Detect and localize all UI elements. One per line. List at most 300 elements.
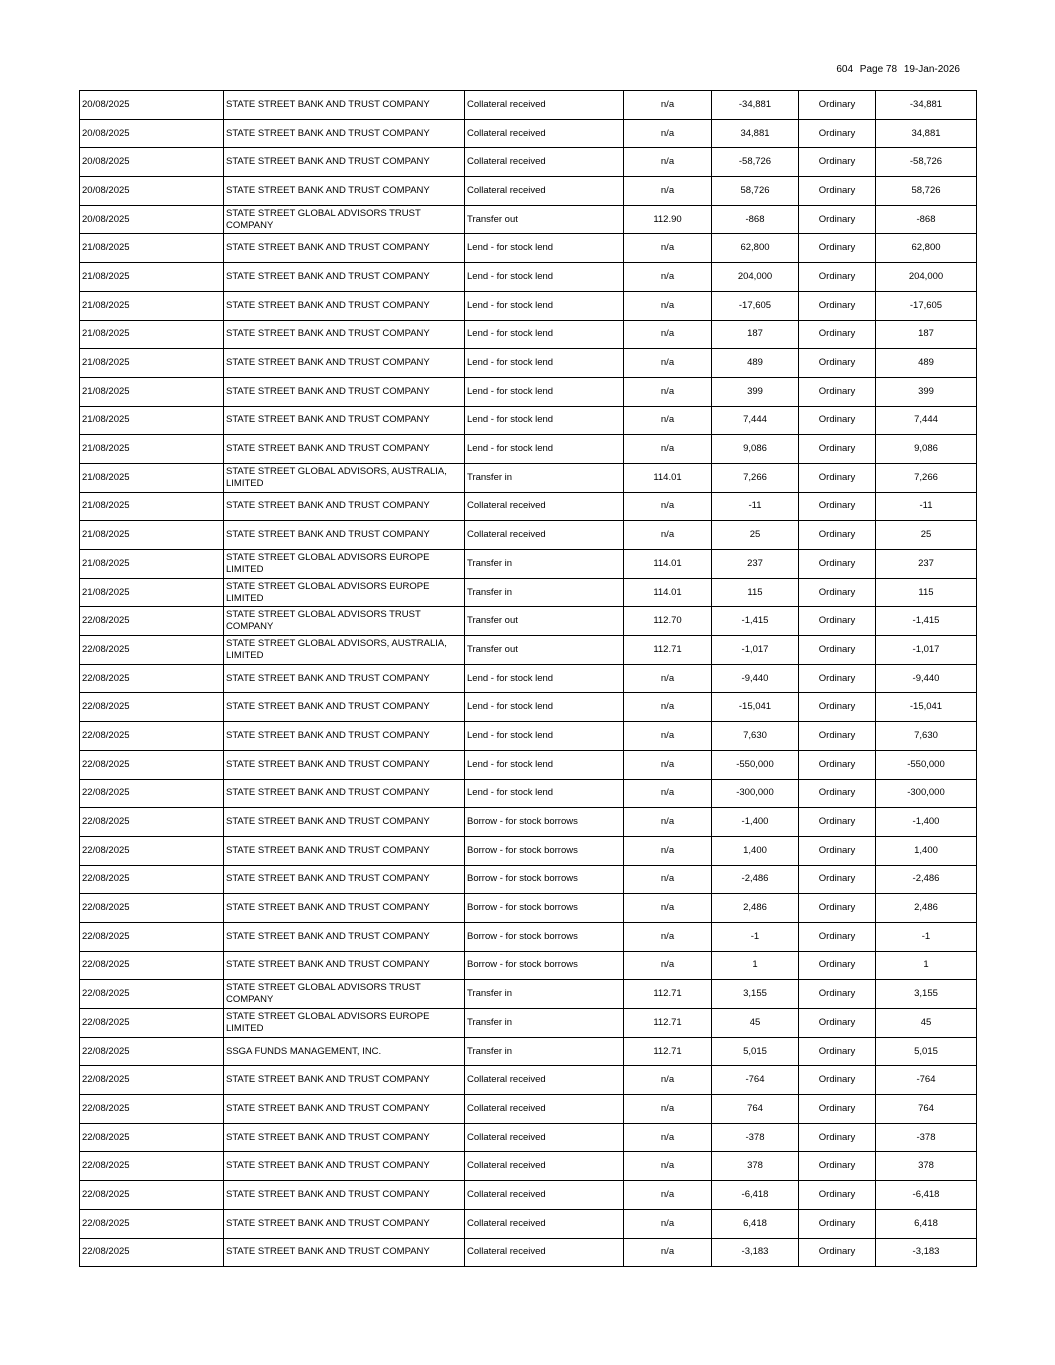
nature-cell: Collateral received bbox=[465, 177, 624, 206]
price-cell: n/a bbox=[624, 693, 712, 722]
quantity-cell: 1,400 bbox=[712, 836, 799, 865]
date-cell: 21/08/2025 bbox=[80, 578, 224, 607]
quantity-cell: -1,400 bbox=[712, 808, 799, 837]
date-cell: 21/08/2025 bbox=[80, 435, 224, 464]
quantity-cell: 115 bbox=[712, 578, 799, 607]
class-cell: Ordinary bbox=[799, 463, 876, 492]
quantity-cell: 5,015 bbox=[712, 1037, 799, 1066]
votes-cell: 62,800 bbox=[876, 234, 977, 263]
votes-cell: -17,605 bbox=[876, 291, 977, 320]
class-cell: Ordinary bbox=[799, 177, 876, 206]
votes-cell: -1,400 bbox=[876, 808, 977, 837]
date-cell: 22/08/2025 bbox=[80, 1009, 224, 1038]
date-cell: 21/08/2025 bbox=[80, 521, 224, 550]
entity-cell: STATE STREET GLOBAL ADVISORS EUROPE LIMITED bbox=[224, 550, 465, 579]
price-cell: n/a bbox=[624, 320, 712, 349]
votes-cell: -1 bbox=[876, 922, 977, 951]
transactions-table bbox=[79, 90, 977, 1267]
class-cell: Ordinary bbox=[799, 865, 876, 894]
nature-cell: Collateral received bbox=[465, 1181, 624, 1210]
price-cell: n/a bbox=[624, 779, 712, 808]
date-cell: 21/08/2025 bbox=[80, 492, 224, 521]
nature-cell: Borrow - for stock borrows bbox=[465, 894, 624, 923]
entity-cell: STATE STREET BANK AND TRUST COMPANY bbox=[224, 349, 465, 378]
nature-cell: Collateral received bbox=[465, 1066, 624, 1095]
nature-cell: Transfer in bbox=[465, 1009, 624, 1038]
quantity-cell: 764 bbox=[712, 1095, 799, 1124]
votes-cell: 58,726 bbox=[876, 177, 977, 206]
entity-cell: STATE STREET BANK AND TRUST COMPANY bbox=[224, 664, 465, 693]
nature-cell: Collateral received bbox=[465, 1152, 624, 1181]
class-cell: Ordinary bbox=[799, 1037, 876, 1066]
date-cell: 22/08/2025 bbox=[80, 922, 224, 951]
entity-cell: STATE STREET BANK AND TRUST COMPANY bbox=[224, 91, 465, 120]
price-cell: n/a bbox=[624, 234, 712, 263]
nature-cell: Lend - for stock lend bbox=[465, 750, 624, 779]
votes-cell: 34,881 bbox=[876, 119, 977, 148]
price-cell: 112.71 bbox=[624, 1009, 712, 1038]
votes-cell: -1,017 bbox=[876, 636, 977, 665]
table-row bbox=[80, 1066, 977, 1095]
date-cell: 21/08/2025 bbox=[80, 550, 224, 579]
class-cell: Ordinary bbox=[799, 349, 876, 378]
entity-cell: STATE STREET BANK AND TRUST COMPANY bbox=[224, 693, 465, 722]
table-row bbox=[80, 492, 977, 521]
votes-cell: 378 bbox=[876, 1152, 977, 1181]
quantity-cell: 1 bbox=[712, 951, 799, 980]
price-cell: n/a bbox=[624, 1238, 712, 1267]
table-row bbox=[80, 148, 977, 177]
class-cell: Ordinary bbox=[799, 406, 876, 435]
table-row bbox=[80, 234, 977, 263]
nature-cell: Lend - for stock lend bbox=[465, 406, 624, 435]
table-row bbox=[80, 779, 977, 808]
votes-cell: -378 bbox=[876, 1123, 977, 1152]
quantity-cell: -1,415 bbox=[712, 607, 799, 636]
nature-cell: Transfer in bbox=[465, 578, 624, 607]
entity-cell: STATE STREET BANK AND TRUST COMPANY bbox=[224, 865, 465, 894]
votes-cell: -550,000 bbox=[876, 750, 977, 779]
votes-cell: 9,086 bbox=[876, 435, 977, 464]
table-row bbox=[80, 722, 977, 751]
class-cell: Ordinary bbox=[799, 1152, 876, 1181]
entity-cell: STATE STREET GLOBAL ADVISORS, AUSTRALIA, LIMITED bbox=[224, 636, 465, 665]
table-row bbox=[80, 951, 977, 980]
class-cell: Ordinary bbox=[799, 435, 876, 464]
date-cell: 21/08/2025 bbox=[80, 463, 224, 492]
quantity-cell: 399 bbox=[712, 377, 799, 406]
nature-cell: Lend - for stock lend bbox=[465, 234, 624, 263]
table-row bbox=[80, 291, 977, 320]
price-cell: n/a bbox=[624, 291, 712, 320]
nature-cell: Collateral received bbox=[465, 91, 624, 120]
table-row bbox=[80, 1238, 977, 1267]
table-row bbox=[80, 664, 977, 693]
price-cell: 114.01 bbox=[624, 550, 712, 579]
price-cell: n/a bbox=[624, 263, 712, 292]
nature-cell: Lend - for stock lend bbox=[465, 263, 624, 292]
quantity-cell: -378 bbox=[712, 1123, 799, 1152]
price-cell: n/a bbox=[624, 377, 712, 406]
entity-cell: STATE STREET BANK AND TRUST COMPANY bbox=[224, 1181, 465, 1210]
date-cell: 22/08/2025 bbox=[80, 1152, 224, 1181]
nature-cell: Borrow - for stock borrows bbox=[465, 951, 624, 980]
quantity-cell: 25 bbox=[712, 521, 799, 550]
nature-cell: Transfer in bbox=[465, 463, 624, 492]
price-cell: 112.90 bbox=[624, 205, 712, 234]
quantity-cell: 489 bbox=[712, 349, 799, 378]
price-cell: n/a bbox=[624, 349, 712, 378]
quantity-cell: 6,418 bbox=[712, 1209, 799, 1238]
class-cell: Ordinary bbox=[799, 205, 876, 234]
table-row bbox=[80, 836, 977, 865]
votes-cell: 6,418 bbox=[876, 1209, 977, 1238]
votes-cell: 115 bbox=[876, 578, 977, 607]
nature-cell: Lend - for stock lend bbox=[465, 320, 624, 349]
entity-cell: STATE STREET BANK AND TRUST COMPANY bbox=[224, 1123, 465, 1152]
quantity-cell: 7,630 bbox=[712, 722, 799, 751]
class-cell: Ordinary bbox=[799, 1095, 876, 1124]
quantity-cell: 187 bbox=[712, 320, 799, 349]
class-cell: Ordinary bbox=[799, 1009, 876, 1038]
table-row bbox=[80, 550, 977, 579]
entity-cell: STATE STREET BANK AND TRUST COMPANY bbox=[224, 263, 465, 292]
votes-cell: 7,444 bbox=[876, 406, 977, 435]
nature-cell: Collateral received bbox=[465, 1123, 624, 1152]
nature-cell: Collateral received bbox=[465, 119, 624, 148]
nature-cell: Borrow - for stock borrows bbox=[465, 865, 624, 894]
table-row bbox=[80, 894, 977, 923]
entity-cell: SSGA FUNDS MANAGEMENT, INC. bbox=[224, 1037, 465, 1066]
table-row bbox=[80, 521, 977, 550]
entity-cell: STATE STREET BANK AND TRUST COMPANY bbox=[224, 1095, 465, 1124]
nature-cell: Collateral received bbox=[465, 1209, 624, 1238]
table-row bbox=[80, 1209, 977, 1238]
class-cell: Ordinary bbox=[799, 894, 876, 923]
date-cell: 22/08/2025 bbox=[80, 1066, 224, 1095]
date-cell: 21/08/2025 bbox=[80, 406, 224, 435]
price-cell: n/a bbox=[624, 435, 712, 464]
price-cell: n/a bbox=[624, 521, 712, 550]
price-cell: n/a bbox=[624, 91, 712, 120]
votes-cell: 2,486 bbox=[876, 894, 977, 923]
votes-cell: 45 bbox=[876, 1009, 977, 1038]
price-cell: n/a bbox=[624, 808, 712, 837]
quantity-cell: -1,017 bbox=[712, 636, 799, 665]
nature-cell: Transfer in bbox=[465, 980, 624, 1009]
quantity-cell: 58,726 bbox=[712, 177, 799, 206]
price-cell: n/a bbox=[624, 922, 712, 951]
votes-cell: 25 bbox=[876, 521, 977, 550]
table-row bbox=[80, 1181, 977, 1210]
votes-cell: -9,440 bbox=[876, 664, 977, 693]
table-row bbox=[80, 808, 977, 837]
price-cell: n/a bbox=[624, 406, 712, 435]
nature-cell: Lend - for stock lend bbox=[465, 693, 624, 722]
date-cell: 20/08/2025 bbox=[80, 119, 224, 148]
entity-cell: STATE STREET BANK AND TRUST COMPANY bbox=[224, 894, 465, 923]
entity-cell: STATE STREET BANK AND TRUST COMPANY bbox=[224, 779, 465, 808]
class-cell: Ordinary bbox=[799, 377, 876, 406]
entity-cell: STATE STREET GLOBAL ADVISORS EUROPE LIMITED bbox=[224, 578, 465, 607]
entity-cell: STATE STREET BANK AND TRUST COMPANY bbox=[224, 1066, 465, 1095]
class-cell: Ordinary bbox=[799, 521, 876, 550]
quantity-cell: 45 bbox=[712, 1009, 799, 1038]
class-cell: Ordinary bbox=[799, 779, 876, 808]
nature-cell: Borrow - for stock borrows bbox=[465, 836, 624, 865]
date-cell: 20/08/2025 bbox=[80, 177, 224, 206]
nature-cell: Transfer out bbox=[465, 607, 624, 636]
class-cell: Ordinary bbox=[799, 836, 876, 865]
header-date: 19-Jan-2026 bbox=[903, 64, 960, 75]
nature-cell: Lend - for stock lend bbox=[465, 664, 624, 693]
class-cell: Ordinary bbox=[799, 1123, 876, 1152]
table-row bbox=[80, 607, 977, 636]
price-cell: n/a bbox=[624, 722, 712, 751]
entity-cell: STATE STREET BANK AND TRUST COMPANY bbox=[224, 234, 465, 263]
votes-cell: -15,041 bbox=[876, 693, 977, 722]
quantity-cell: 2,486 bbox=[712, 894, 799, 923]
nature-cell: Lend - for stock lend bbox=[465, 779, 624, 808]
nature-cell: Collateral received bbox=[465, 521, 624, 550]
price-cell: 112.71 bbox=[624, 636, 712, 665]
class-cell: Ordinary bbox=[799, 492, 876, 521]
price-cell: n/a bbox=[624, 750, 712, 779]
class-cell: Ordinary bbox=[799, 91, 876, 120]
class-cell: Ordinary bbox=[799, 1209, 876, 1238]
quantity-cell: 62,800 bbox=[712, 234, 799, 263]
quantity-cell: 237 bbox=[712, 550, 799, 579]
table-row bbox=[80, 91, 977, 120]
date-cell: 21/08/2025 bbox=[80, 349, 224, 378]
votes-cell: -34,881 bbox=[876, 91, 977, 120]
nature-cell: Collateral received bbox=[465, 1095, 624, 1124]
table-row bbox=[80, 693, 977, 722]
quantity-cell: 378 bbox=[712, 1152, 799, 1181]
quantity-cell: -11 bbox=[712, 492, 799, 521]
quantity-cell: -2,486 bbox=[712, 865, 799, 894]
class-cell: Ordinary bbox=[799, 291, 876, 320]
class-cell: Ordinary bbox=[799, 808, 876, 837]
transactions-table-body bbox=[80, 91, 977, 1267]
quantity-cell: 3,155 bbox=[712, 980, 799, 1009]
class-cell: Ordinary bbox=[799, 664, 876, 693]
class-cell: Ordinary bbox=[799, 263, 876, 292]
price-cell: n/a bbox=[624, 865, 712, 894]
quantity-cell: -6,418 bbox=[712, 1181, 799, 1210]
table-row bbox=[80, 463, 977, 492]
nature-cell: Borrow - for stock borrows bbox=[465, 808, 624, 837]
quantity-cell: 34,881 bbox=[712, 119, 799, 148]
entity-cell: STATE STREET BANK AND TRUST COMPANY bbox=[224, 435, 465, 464]
date-cell: 22/08/2025 bbox=[80, 1238, 224, 1267]
date-cell: 22/08/2025 bbox=[80, 1209, 224, 1238]
table-row bbox=[80, 578, 977, 607]
date-cell: 21/08/2025 bbox=[80, 263, 224, 292]
entity-cell: STATE STREET BANK AND TRUST COMPANY bbox=[224, 119, 465, 148]
date-cell: 22/08/2025 bbox=[80, 980, 224, 1009]
entity-cell: STATE STREET BANK AND TRUST COMPANY bbox=[224, 1209, 465, 1238]
entity-cell: STATE STREET BANK AND TRUST COMPANY bbox=[224, 836, 465, 865]
quantity-cell: -1 bbox=[712, 922, 799, 951]
date-cell: 22/08/2025 bbox=[80, 722, 224, 751]
entity-cell: STATE STREET BANK AND TRUST COMPANY bbox=[224, 177, 465, 206]
table-row bbox=[80, 1152, 977, 1181]
entity-cell: STATE STREET BANK AND TRUST COMPANY bbox=[224, 922, 465, 951]
entity-cell: STATE STREET GLOBAL ADVISORS TRUST COMPANY bbox=[224, 980, 465, 1009]
nature-cell: Transfer in bbox=[465, 550, 624, 579]
table-row bbox=[80, 320, 977, 349]
votes-cell: 237 bbox=[876, 550, 977, 579]
page-header bbox=[832, 64, 960, 75]
price-cell: 114.01 bbox=[624, 463, 712, 492]
price-cell: n/a bbox=[624, 1152, 712, 1181]
quantity-cell: -3,183 bbox=[712, 1238, 799, 1267]
date-cell: 22/08/2025 bbox=[80, 779, 224, 808]
votes-cell: 1 bbox=[876, 951, 977, 980]
entity-cell: STATE STREET BANK AND TRUST COMPANY bbox=[224, 291, 465, 320]
nature-cell: Collateral received bbox=[465, 492, 624, 521]
class-cell: Ordinary bbox=[799, 578, 876, 607]
date-cell: 22/08/2025 bbox=[80, 607, 224, 636]
table-row bbox=[80, 119, 977, 148]
price-cell: n/a bbox=[624, 1209, 712, 1238]
date-cell: 22/08/2025 bbox=[80, 808, 224, 837]
table-row bbox=[80, 177, 977, 206]
quantity-cell: -764 bbox=[712, 1066, 799, 1095]
votes-cell: 204,000 bbox=[876, 263, 977, 292]
date-cell: 22/08/2025 bbox=[80, 1123, 224, 1152]
date-cell: 22/08/2025 bbox=[80, 664, 224, 693]
price-cell: n/a bbox=[624, 119, 712, 148]
price-cell: n/a bbox=[624, 1095, 712, 1124]
nature-cell: Transfer in bbox=[465, 1037, 624, 1066]
date-cell: 21/08/2025 bbox=[80, 377, 224, 406]
votes-cell: 7,266 bbox=[876, 463, 977, 492]
votes-cell: 187 bbox=[876, 320, 977, 349]
price-cell: n/a bbox=[624, 664, 712, 693]
document-ref: 604 bbox=[836, 64, 854, 75]
price-cell: n/a bbox=[624, 1066, 712, 1095]
votes-cell: 764 bbox=[876, 1095, 977, 1124]
date-cell: 21/08/2025 bbox=[80, 291, 224, 320]
table-row bbox=[80, 349, 977, 378]
date-cell: 22/08/2025 bbox=[80, 693, 224, 722]
votes-cell: -868 bbox=[876, 205, 977, 234]
votes-cell: -1,415 bbox=[876, 607, 977, 636]
table-row bbox=[80, 377, 977, 406]
price-cell: 112.71 bbox=[624, 1037, 712, 1066]
entity-cell: STATE STREET BANK AND TRUST COMPANY bbox=[224, 521, 465, 550]
votes-cell: -3,183 bbox=[876, 1238, 977, 1267]
quantity-cell: 204,000 bbox=[712, 263, 799, 292]
nature-cell: Lend - for stock lend bbox=[465, 722, 624, 751]
date-cell: 22/08/2025 bbox=[80, 750, 224, 779]
class-cell: Ordinary bbox=[799, 922, 876, 951]
votes-cell: -58,726 bbox=[876, 148, 977, 177]
date-cell: 22/08/2025 bbox=[80, 1037, 224, 1066]
nature-cell: Transfer out bbox=[465, 636, 624, 665]
nature-cell: Transfer out bbox=[465, 205, 624, 234]
entity-cell: STATE STREET BANK AND TRUST COMPANY bbox=[224, 808, 465, 837]
class-cell: Ordinary bbox=[799, 148, 876, 177]
class-cell: Ordinary bbox=[799, 320, 876, 349]
table-row bbox=[80, 205, 977, 234]
table-row bbox=[80, 1095, 977, 1124]
nature-cell: Collateral received bbox=[465, 1238, 624, 1267]
table-row bbox=[80, 636, 977, 665]
entity-cell: STATE STREET BANK AND TRUST COMPANY bbox=[224, 750, 465, 779]
quantity-cell: -9,440 bbox=[712, 664, 799, 693]
table-row bbox=[80, 750, 977, 779]
quantity-cell: -58,726 bbox=[712, 148, 799, 177]
class-cell: Ordinary bbox=[799, 1238, 876, 1267]
nature-cell: Lend - for stock lend bbox=[465, 435, 624, 464]
entity-cell: STATE STREET BANK AND TRUST COMPANY bbox=[224, 1238, 465, 1267]
class-cell: Ordinary bbox=[799, 722, 876, 751]
price-cell: n/a bbox=[624, 1181, 712, 1210]
entity-cell: STATE STREET BANK AND TRUST COMPANY bbox=[224, 722, 465, 751]
votes-cell: 3,155 bbox=[876, 980, 977, 1009]
quantity-cell: -17,605 bbox=[712, 291, 799, 320]
price-cell: n/a bbox=[624, 177, 712, 206]
quantity-cell: -34,881 bbox=[712, 91, 799, 120]
price-cell: n/a bbox=[624, 148, 712, 177]
date-cell: 22/08/2025 bbox=[80, 1181, 224, 1210]
price-cell: n/a bbox=[624, 492, 712, 521]
votes-cell: -11 bbox=[876, 492, 977, 521]
class-cell: Ordinary bbox=[799, 1181, 876, 1210]
quantity-cell: 7,266 bbox=[712, 463, 799, 492]
quantity-cell: -300,000 bbox=[712, 779, 799, 808]
date-cell: 21/08/2025 bbox=[80, 320, 224, 349]
entity-cell: STATE STREET BANK AND TRUST COMPANY bbox=[224, 320, 465, 349]
entity-cell: STATE STREET BANK AND TRUST COMPANY bbox=[224, 951, 465, 980]
votes-cell: -6,418 bbox=[876, 1181, 977, 1210]
votes-cell: -300,000 bbox=[876, 779, 977, 808]
quantity-cell: -550,000 bbox=[712, 750, 799, 779]
table-row bbox=[80, 1009, 977, 1038]
date-cell: 22/08/2025 bbox=[80, 951, 224, 980]
class-cell: Ordinary bbox=[799, 980, 876, 1009]
price-cell: 114.01 bbox=[624, 578, 712, 607]
date-cell: 22/08/2025 bbox=[80, 636, 224, 665]
class-cell: Ordinary bbox=[799, 550, 876, 579]
date-cell: 21/08/2025 bbox=[80, 234, 224, 263]
price-cell: 112.70 bbox=[624, 607, 712, 636]
class-cell: Ordinary bbox=[799, 750, 876, 779]
votes-cell: 489 bbox=[876, 349, 977, 378]
entity-cell: STATE STREET GLOBAL ADVISORS, AUSTRALIA, LIMITED bbox=[224, 463, 465, 492]
entity-cell: STATE STREET GLOBAL ADVISORS EUROPE LIMITED bbox=[224, 1009, 465, 1038]
date-cell: 22/08/2025 bbox=[80, 1095, 224, 1124]
entity-cell: STATE STREET GLOBAL ADVISORS TRUST COMPANY bbox=[224, 607, 465, 636]
date-cell: 22/08/2025 bbox=[80, 865, 224, 894]
class-cell: Ordinary bbox=[799, 951, 876, 980]
class-cell: Ordinary bbox=[799, 636, 876, 665]
table-row bbox=[80, 435, 977, 464]
nature-cell: Lend - for stock lend bbox=[465, 349, 624, 378]
quantity-cell: -868 bbox=[712, 205, 799, 234]
page-number: Page 78 bbox=[859, 64, 898, 75]
price-cell: n/a bbox=[624, 894, 712, 923]
votes-cell: -764 bbox=[876, 1066, 977, 1095]
price-cell: n/a bbox=[624, 836, 712, 865]
table-row bbox=[80, 1123, 977, 1152]
class-cell: Ordinary bbox=[799, 234, 876, 263]
entity-cell: STATE STREET BANK AND TRUST COMPANY bbox=[224, 377, 465, 406]
price-cell: n/a bbox=[624, 951, 712, 980]
